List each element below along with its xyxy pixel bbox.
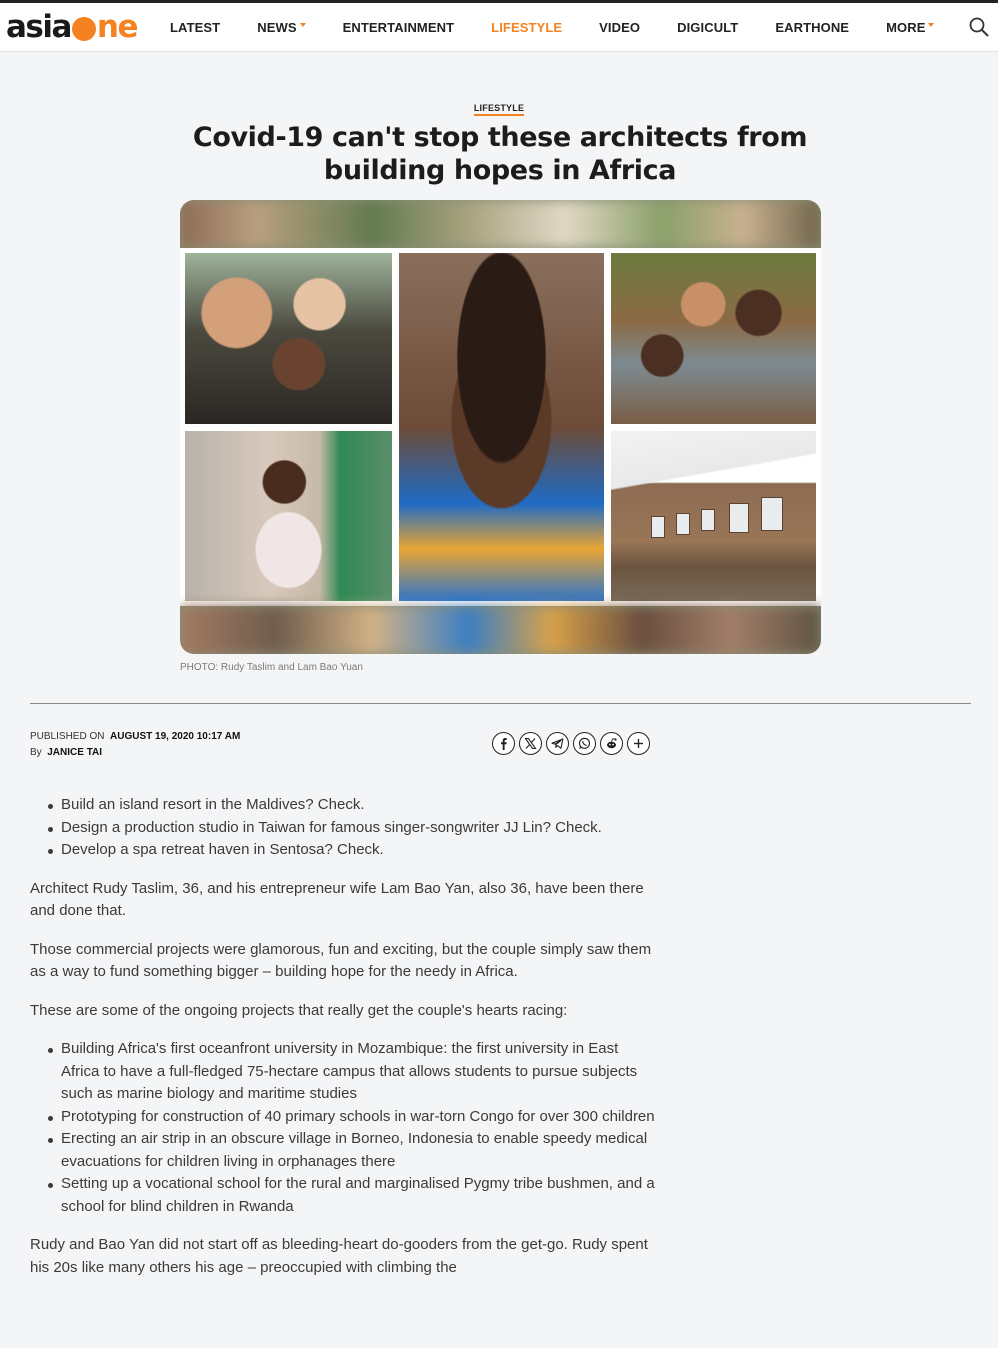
paragraph: These are some of the ongoing projects that really get the couple's hearts racing: <box>30 1001 568 1019</box>
divider <box>30 703 971 704</box>
photo-child-closeup <box>399 253 604 601</box>
published-date: AUGUST 19, 2020 10:17 AM <box>110 731 241 742</box>
facebook-icon[interactable] <box>492 732 515 755</box>
nav-label: NEWS <box>257 20 297 35</box>
section-tag <box>0 98 998 116</box>
x-icon[interactable] <box>519 732 542 755</box>
photo-caption: PHOTO: Rudy Taslim and Lam Bao Yuan <box>180 662 363 673</box>
nav-item-lifestyle[interactable] <box>491 20 562 35</box>
nav-label: LIFESTYLE <box>491 20 563 35</box>
list-item: Build an island resort in the Maldives? Check. <box>30 794 655 817</box>
plus-icon[interactable] <box>627 732 650 755</box>
by-label: By <box>30 747 42 758</box>
nav-label: DIGICULT <box>677 20 739 35</box>
photo-school-building <box>611 431 816 601</box>
nav-label: LATEST <box>170 20 221 35</box>
nav-item-entertainment[interactable] <box>343 20 455 35</box>
photo-collage <box>180 248 821 606</box>
intro-list <box>30 794 655 862</box>
caret-down-icon <box>300 23 306 27</box>
nav-label: VIDEO <box>599 20 641 35</box>
nav-item-more[interactable] <box>886 20 934 35</box>
caret-down-icon <box>928 23 934 27</box>
nav-item-earthone[interactable] <box>775 20 849 35</box>
paragraph: Those commercial projects were glamorous, fun and exciting, but the couple simply saw them as a way to fund something bigger – building hope for the needy in Africa. <box>30 940 652 980</box>
asiaone-logo[interactable] <box>6 7 137 47</box>
logo-circle-icon <box>72 17 96 41</box>
nav-item-video[interactable] <box>599 20 640 35</box>
projects-list <box>30 1038 655 1218</box>
nav-label: EARTHONE <box>775 20 850 35</box>
list-item: Design a production studio in Taiwan for famous singer-songwriter JJ Lin? Check. <box>30 817 655 840</box>
list-item: Erecting an air strip in an obscure village in Borneo, Indonesia to enable speedy medical evacuations for children living in orphanages there <box>30 1128 655 1173</box>
photo-man-with-children <box>611 253 816 424</box>
nav-item-news[interactable] <box>257 20 305 35</box>
list-item: Prototyping for construction of 40 primary schools in war-torn Congo for over 300 children <box>30 1106 655 1129</box>
author-link[interactable]: JANICE TAI <box>47 747 103 758</box>
nav-label: ENTERTAINMENT <box>342 20 455 35</box>
nav-item-latest[interactable] <box>170 20 220 35</box>
reddit-icon[interactable] <box>600 732 623 755</box>
search-icon[interactable] <box>968 16 990 38</box>
logo-text-ne: ne <box>96 9 138 45</box>
whatsapp-icon[interactable] <box>573 732 596 755</box>
top-navbar <box>0 0 998 52</box>
hero-image[interactable] <box>180 200 821 654</box>
article-meta <box>30 729 240 761</box>
nav-item-digicult[interactable] <box>677 20 738 35</box>
blurred-image-edge <box>180 606 821 654</box>
photo-group-selfie <box>185 253 392 424</box>
list-item: Building Africa's first oceanfront university in Mozambique: the first university in East Africa to have a full-fledged 75-hectare campus that allows students to pursue subjects such as marine biology and maritime studies <box>30 1038 655 1106</box>
paragraph: Rudy and Bao Yan did not start off as bleeding-heart do-gooders from the get-go. Rudy spent his 20s like many others his age – preoccupied with climbing the <box>30 1236 648 1276</box>
blurred-image-edge <box>180 200 821 248</box>
main-nav <box>170 3 971 52</box>
share-buttons <box>492 732 654 755</box>
published-label: PUBLISHED ON <box>30 731 105 742</box>
paragraph: Architect Rudy Taslim, 36, and his entrepreneur wife Lam Bao Yan, also 36, have been there and done that. <box>30 879 644 919</box>
list-item: Setting up a vocational school for the rural and marginalised Pygmy tribe bushmen, and a school for blind children in Rwanda <box>30 1173 655 1218</box>
photo-girl-waving <box>185 431 392 601</box>
telegram-icon[interactable] <box>546 732 569 755</box>
byline <box>30 745 240 761</box>
article-body <box>30 794 655 1295</box>
list-item: Develop a spa retreat haven in Sentosa? Check. <box>30 839 655 862</box>
logo-text-asia: asia <box>6 9 71 45</box>
article-title: Covid-19 can't stop these architects from building hopes in Africa <box>192 122 808 186</box>
published-line <box>30 729 240 745</box>
nav-label: MORE <box>886 20 926 35</box>
section-link[interactable]: LIFESTYLE <box>474 103 524 116</box>
